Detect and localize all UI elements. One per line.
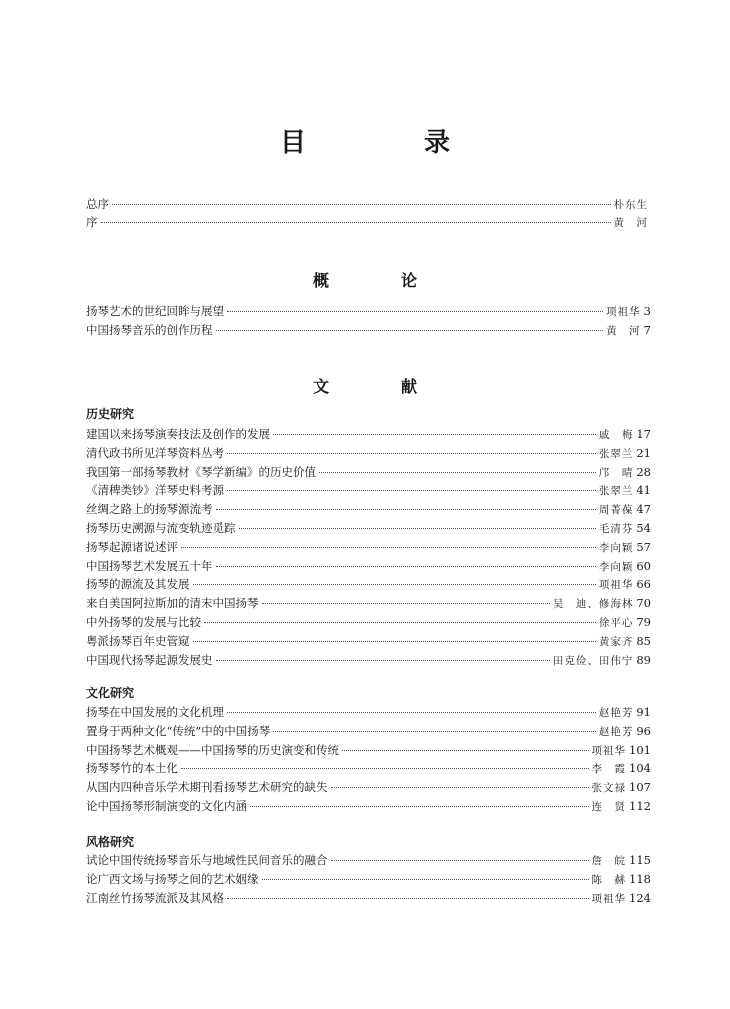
- entry-author: 黄家齐: [598, 635, 634, 648]
- entry-title: 扬琴起源诸说述评: [86, 539, 178, 554]
- entry-page: 96: [636, 723, 651, 738]
- entry-page: 89: [636, 652, 651, 667]
- entry-title: 江南丝竹扬琴流派及其风格: [86, 890, 224, 905]
- entry-page: 54: [636, 521, 651, 535]
- entry-page: 66: [636, 577, 651, 592]
- entry-page: 57: [636, 539, 651, 554]
- entry-author: 邝 晴: [598, 466, 634, 479]
- entry-page: 17: [636, 427, 651, 441]
- dot-leader: [250, 806, 589, 807]
- toc-entry: [86, 890, 651, 907]
- entry-author: 黄 河: [606, 325, 641, 337]
- entry-author: 赵艳芳: [598, 725, 634, 738]
- entry-title: 中国扬琴艺术发展五十年: [86, 558, 213, 573]
- entry-title: 我国第一部扬琴教材《琴学新编》的历史价值: [86, 464, 316, 479]
- dot-leader: [273, 731, 596, 732]
- toc-entry: [86, 322, 651, 339]
- entry-page: 91: [636, 705, 651, 719]
- entry-author: 项祖华: [591, 892, 627, 905]
- section-heading-overview: 概 论: [312, 271, 445, 290]
- toc-entry: [86, 871, 651, 888]
- entry-title: 论广西文场与扬琴之间的艺术姻缘: [86, 871, 259, 886]
- entry-page: 107: [629, 780, 651, 795]
- entry-author: 李向颖: [598, 560, 634, 573]
- entry-page: 104: [629, 761, 651, 776]
- toc-entry: [86, 760, 651, 777]
- entry-author: 项祖华: [598, 579, 634, 592]
- toc-entry: [86, 303, 651, 320]
- entry-title: 论中国扬琴形制演变的文化内涵: [86, 799, 247, 813]
- entry-author: 赵艳芳: [598, 707, 634, 719]
- entry-author: 詹 皖: [591, 855, 627, 867]
- entry-author: 戚 梅: [598, 429, 634, 441]
- toc-entry: [86, 595, 651, 612]
- entry-title: 丝绸之路上的扬琴源流考: [86, 502, 213, 517]
- entry-title: 扬琴历史溯源与流变轨迹觅踪: [86, 521, 236, 535]
- entry-page: 60: [636, 558, 651, 573]
- toc-entry: [86, 704, 651, 721]
- toc-entry: [86, 852, 651, 869]
- dot-leader: [227, 490, 596, 491]
- toc-entry: [86, 723, 651, 740]
- dot-leader: [101, 222, 611, 223]
- dot-leader: [273, 434, 596, 435]
- dot-leader: [216, 566, 596, 567]
- entry-title: 试论中国传统扬琴音乐与地域性民间音乐的融合: [86, 853, 328, 867]
- entry-author: 连 贤: [591, 801, 627, 813]
- entry-page: 41: [636, 483, 651, 498]
- subsection-heading-history: 历史研究: [86, 407, 135, 421]
- entry-page: 124: [629, 890, 651, 905]
- entry-page: 47: [636, 502, 651, 517]
- dot-leader: [262, 879, 589, 880]
- dot-leader: [193, 641, 596, 642]
- entry-page: 3: [643, 304, 651, 318]
- entry-title: 扬琴在中国发展的文化机理: [86, 705, 224, 719]
- entry-page: 112: [629, 799, 651, 813]
- toc-entry: [86, 633, 651, 650]
- dot-leader: [319, 472, 596, 473]
- entry-author: 毛清芬: [598, 523, 634, 535]
- toc-entry: [86, 576, 651, 593]
- dot-leader: [112, 204, 611, 205]
- entry-page: 118: [629, 871, 651, 886]
- entry-title: 从国内四种音乐学术期刊看扬琴艺术研究的缺失: [86, 780, 328, 795]
- entry-author: 李向颖: [598, 541, 634, 554]
- dot-leader: [216, 660, 550, 661]
- toc-entry: [86, 520, 651, 537]
- dot-leader: [227, 311, 603, 312]
- entry-title: 扬琴艺术的世纪回眸与展望: [86, 304, 224, 318]
- dot-leader: [227, 453, 596, 454]
- entry-title: 中国扬琴艺术概观——中国扬琴的历史演变和传统: [86, 742, 339, 757]
- entry-page: 85: [636, 633, 651, 648]
- toc-entry: [86, 464, 651, 481]
- entry-page: 7: [643, 323, 651, 337]
- toc-entry: [86, 539, 651, 556]
- dot-leader: [262, 603, 550, 604]
- dot-leader: [331, 787, 589, 788]
- entry-author: 徐平心: [598, 617, 634, 629]
- entry-author: 项祖华: [606, 306, 641, 318]
- entry-author: 张文禄: [591, 782, 627, 795]
- entry-title: 来自美国阿拉斯加的清末中国扬琴: [86, 596, 259, 611]
- entry-author: 周菁葆: [598, 504, 634, 517]
- entry-page: 70: [636, 596, 651, 611]
- toc-entry: [86, 558, 651, 575]
- toc-entry: [86, 196, 651, 213]
- entry-title: 扬琴琴竹的本土化: [86, 761, 178, 776]
- entry-page: 101: [629, 742, 651, 757]
- subsection-heading-style: 风格研究: [86, 835, 135, 849]
- entry-title: 粤派扬琴百年史管窥: [86, 633, 190, 648]
- toc-entry: [86, 426, 651, 443]
- toc-entry: [86, 652, 651, 669]
- dot-leader: [216, 330, 604, 331]
- dot-leader: [181, 547, 596, 548]
- entry-page: 21: [636, 445, 651, 460]
- entry-page: 115: [629, 853, 651, 867]
- subsection-heading-culture: 文化研究: [86, 686, 135, 700]
- entry-title: 序: [86, 215, 98, 229]
- entry-title: 清代政书所见洋琴资料丛考: [86, 445, 224, 460]
- dot-leader: [193, 584, 596, 585]
- toc-entry: [86, 501, 651, 518]
- toc-entry: [86, 742, 651, 759]
- entry-title: 中国扬琴音乐的创作历程: [86, 323, 213, 337]
- entry-author: 陈 赫: [591, 873, 627, 886]
- dot-leader: [216, 509, 596, 510]
- toc-entry: [86, 445, 651, 462]
- entry-title: 中国现代扬琴起源发展史: [86, 652, 213, 667]
- dot-leader: [181, 768, 589, 769]
- entry-title: 中外扬琴的发展与比较: [86, 615, 201, 629]
- toc-entry: [86, 614, 651, 631]
- toc-entry: [86, 482, 651, 499]
- dot-leader: [342, 750, 589, 751]
- entry-author: 黄 河: [613, 217, 648, 229]
- entry-author: 李 霞: [591, 763, 627, 776]
- entry-author: 张翠兰: [598, 485, 634, 498]
- entry-title: 扬琴的源流及其发展: [86, 577, 190, 592]
- toc-entry: [86, 798, 651, 815]
- page-title: 目 录: [279, 128, 496, 158]
- entry-author: 朴东生: [613, 199, 648, 211]
- toc-entry: [86, 214, 651, 231]
- dot-leader: [227, 712, 596, 713]
- entry-author: 吴 迪、修海林: [552, 598, 634, 611]
- dot-leader: [204, 622, 596, 623]
- entry-page: 28: [636, 464, 651, 479]
- dot-leader: [239, 528, 596, 529]
- toc-entry: [86, 779, 651, 796]
- entry-title: 建国以来扬琴演奏技法及创作的发展: [86, 427, 270, 441]
- entry-author: 项祖华: [591, 744, 627, 757]
- entry-page: 79: [636, 615, 651, 629]
- section-heading-literature: 文 献: [312, 377, 445, 396]
- entry-title: 置身于两种文化“传统”中的中国扬琴: [86, 723, 271, 738]
- entry-title: 总序: [86, 197, 109, 211]
- dot-leader: [227, 898, 589, 899]
- entry-author: 张翠兰: [598, 447, 634, 460]
- entry-author: 田克俭、田伟宁: [552, 654, 634, 667]
- entry-title: 《清稗类钞》洋琴史料考源: [86, 483, 224, 498]
- dot-leader: [331, 860, 589, 861]
